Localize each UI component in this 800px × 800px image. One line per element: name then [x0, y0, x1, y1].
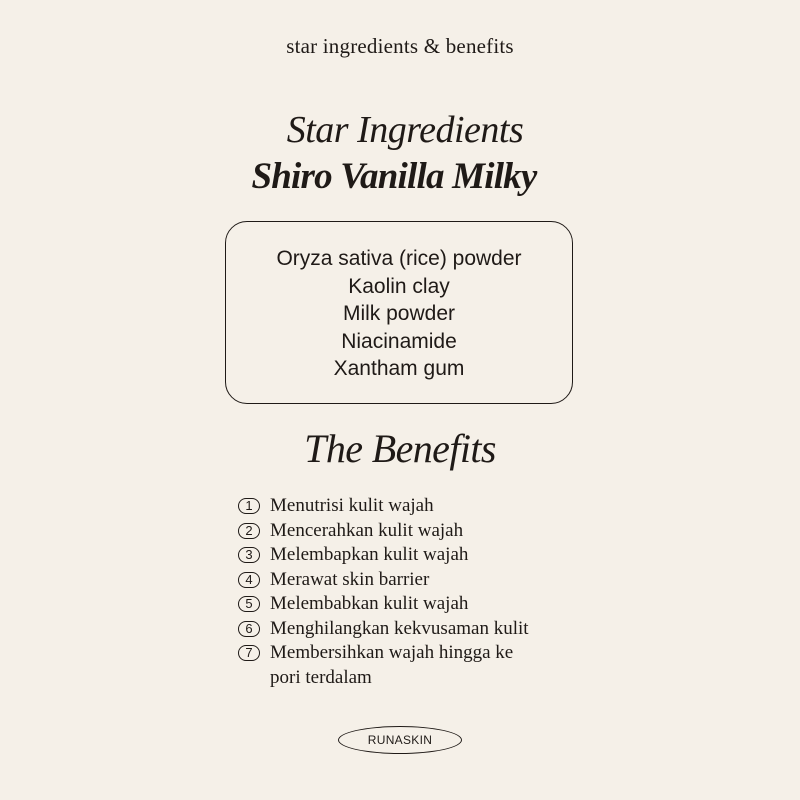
benefit-number-badge: 5 — [238, 596, 260, 612]
benefit-item — [238, 592, 598, 617]
benefits-list — [238, 494, 598, 690]
benefit-item — [238, 494, 598, 519]
benefit-number-badge: 4 — [238, 572, 260, 588]
ingredient-item: Oryza sativa (rice) powder — [276, 247, 522, 270]
benefit-number-badge: 3 — [238, 547, 260, 563]
ingredient-item: Niacinamide — [341, 329, 457, 353]
benefit-text: Melembapkan kulit wajah — [270, 544, 469, 565]
benefit-text-continuation: pori terdalam — [270, 666, 372, 688]
top-label: star ingredients & benefits — [286, 34, 514, 58]
heading-star-ingredients: Star Ingredients — [286, 109, 524, 151]
benefit-number-badge: 6 — [238, 621, 260, 637]
benefit-number-badge: 2 — [238, 523, 260, 539]
benefit-item — [238, 568, 598, 593]
benefit-item — [238, 617, 598, 642]
benefit-text: Menutrisi kulit wajah — [270, 495, 434, 516]
benefit-text: Melembabkan kulit wajah — [270, 593, 469, 614]
brand-logo-pill: RUNASKIN — [338, 726, 462, 754]
benefit-text: Merawat skin barrier — [270, 568, 430, 590]
benefit-item — [238, 641, 598, 666]
benefit-number-badge: 1 — [238, 498, 260, 514]
benefit-text: Mencerahkan kulit wajah — [270, 519, 464, 541]
benefit-text: Menghilangkan kekvusaman kulit — [270, 617, 529, 639]
ingredient-item: Xantham gum — [333, 357, 465, 380]
benefit-text: Membersihkan wajah hingga ke — [270, 642, 514, 663]
ingredient-item: Kaolin clay — [348, 274, 450, 298]
benefit-item — [238, 519, 598, 544]
heading-product-name: Shiro Vanilla Milky — [251, 156, 537, 197]
heading-benefits: The Benefits — [304, 426, 496, 471]
benefit-item — [238, 543, 598, 568]
ingredients-box — [225, 221, 573, 404]
ingredient-item: Milk powder — [342, 302, 456, 325]
benefit-number-badge: 7 — [238, 645, 260, 661]
